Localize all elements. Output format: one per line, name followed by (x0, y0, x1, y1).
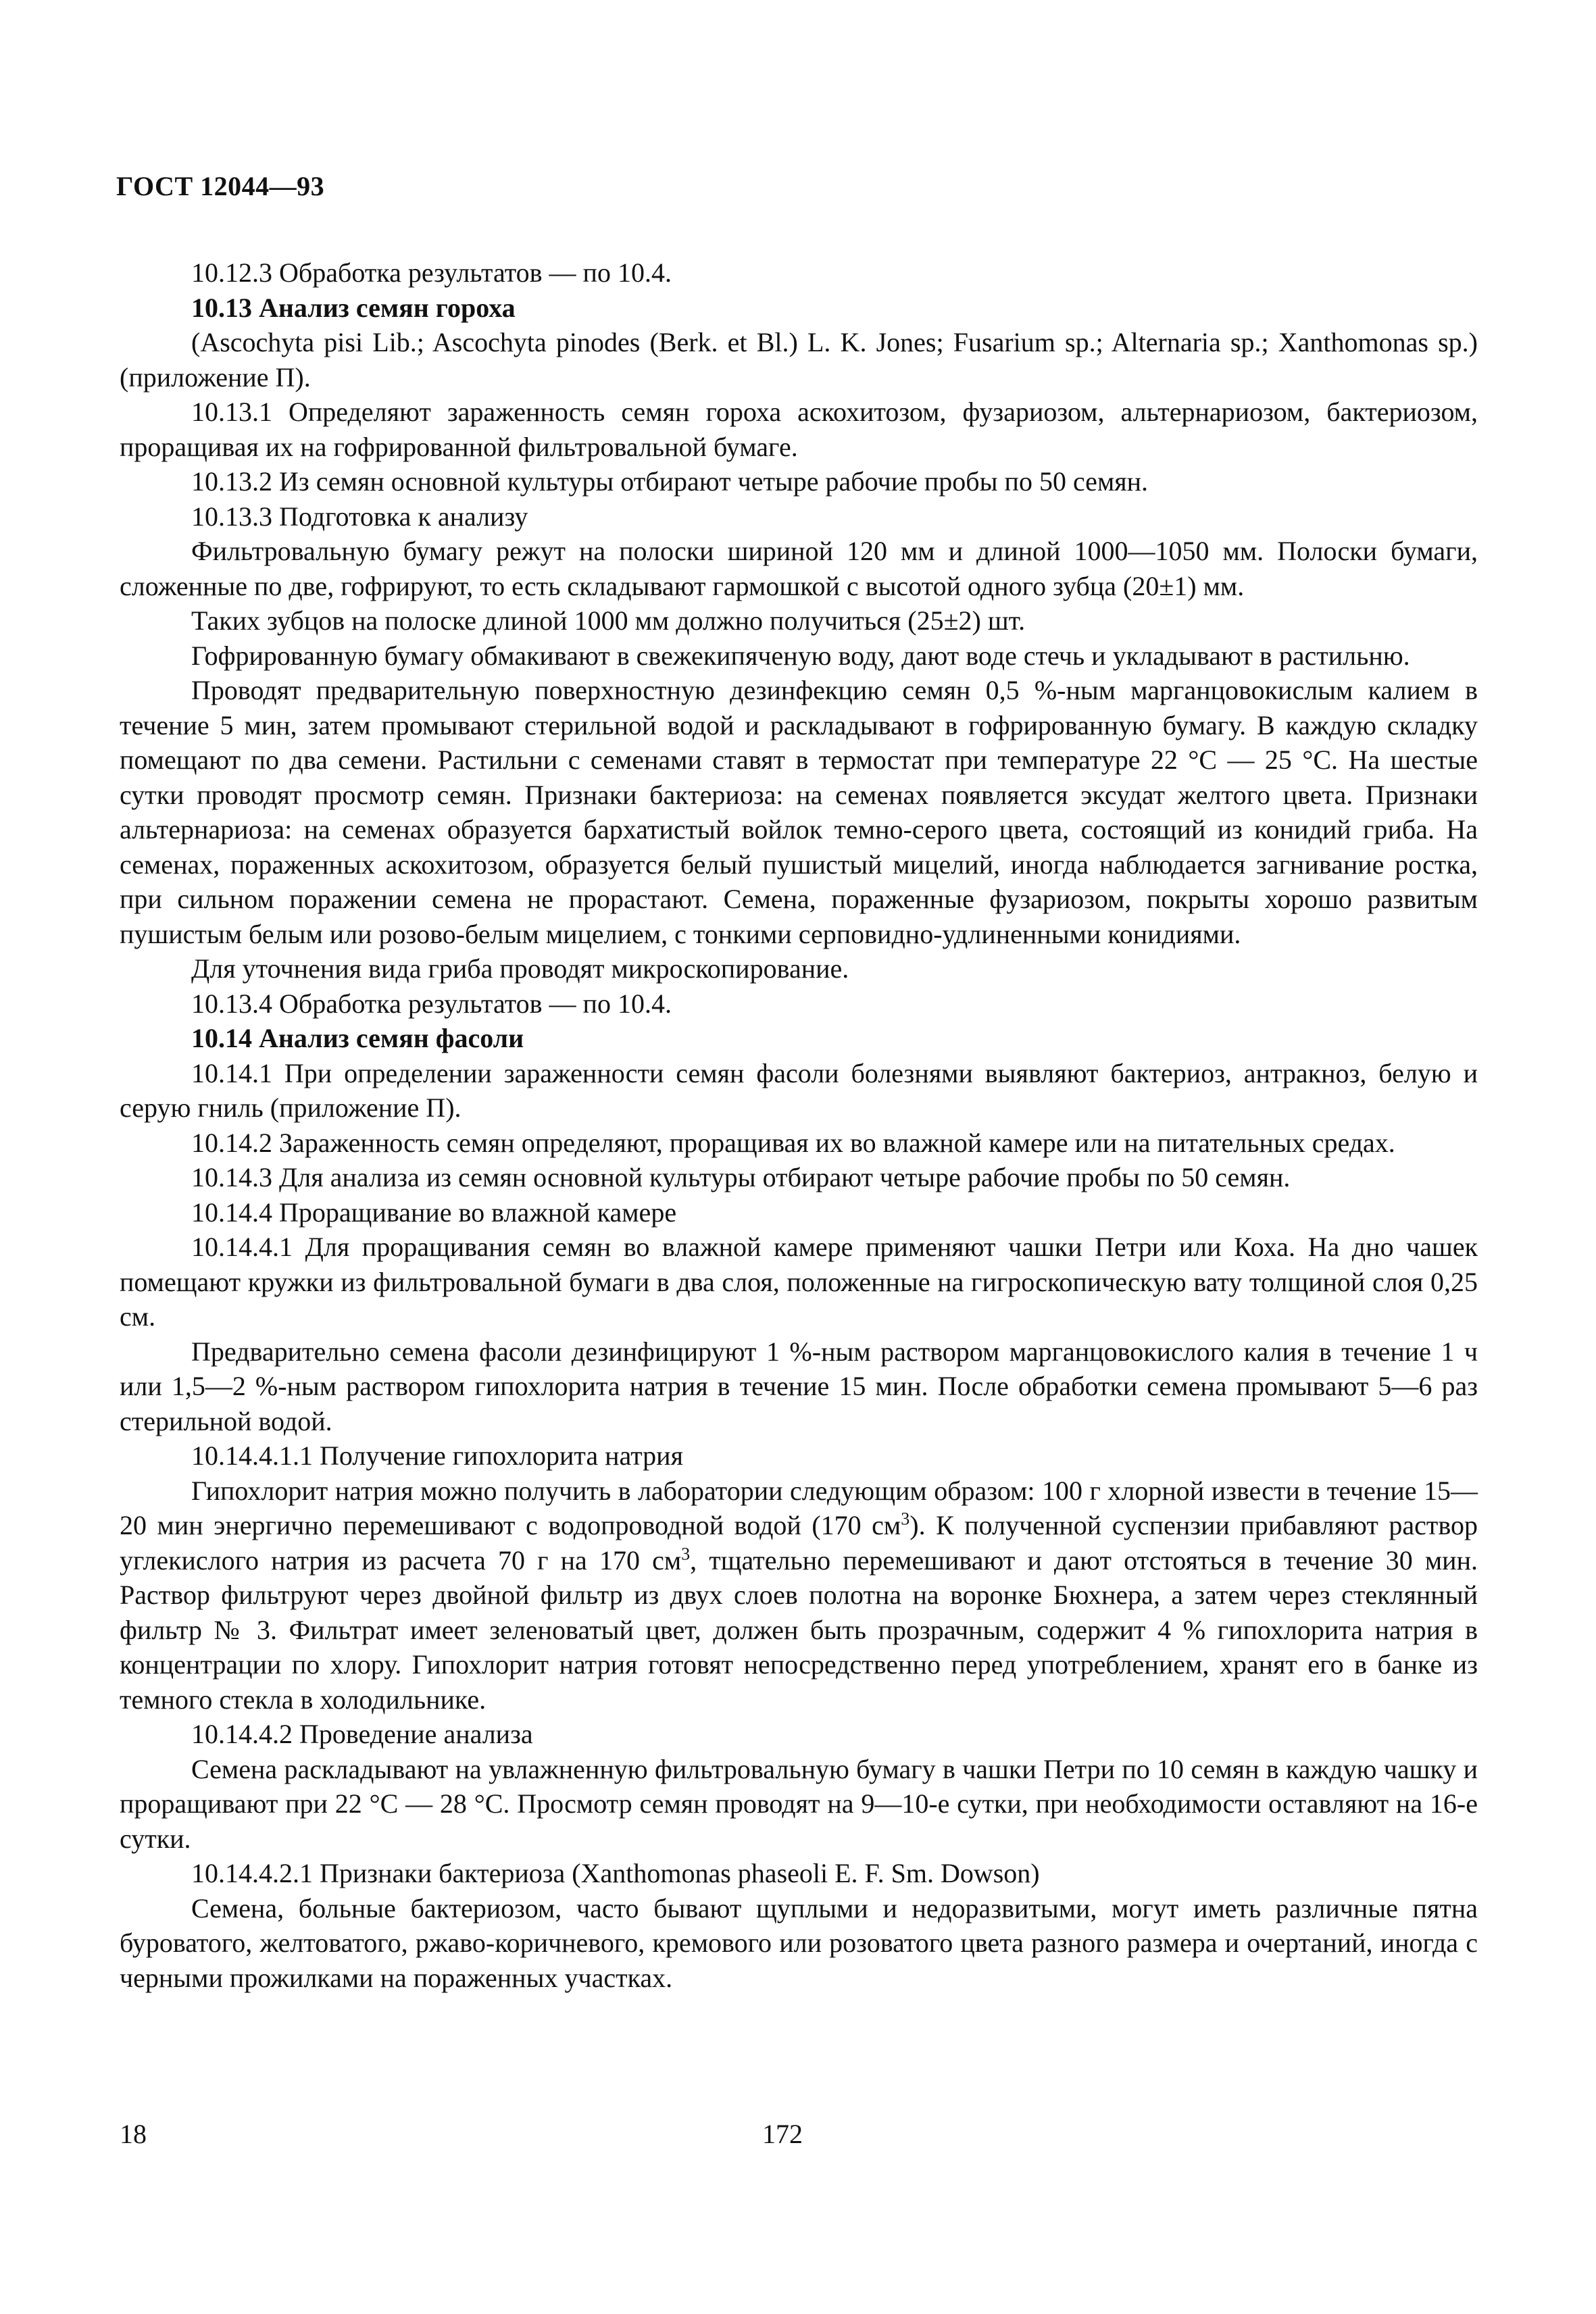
page-number-left: 18 (120, 2119, 147, 2149)
body-paragraph: 10.13.3 Подготовка к анализу (191, 501, 528, 532)
body-paragraph: Проводят предварительную поверхностную дезинфекцию семян 0,5 %-ным марганцовокислым калием в течение 5 мин, затем промывают стерильной водой и раскладывают в гофрированную бумагу. В каждую складку помещают по два семени. Растильни с семенами ставят в термостат при температуре 22 °С — 25 °С. На шестые сутки проводят просмотр семян. Признаки бактериоза: на семенах появляется эксудат желтого цвета. Признаки альтернариоза: на семенах образуется бархатистый войлок темно-серого цвета, состоящий из конидий гриба. На семенах, пораженных аскохитозом, образуется белый пушистый мицелий, иногда наблюдается загнивание ростка, при сильном поражении семена не прорастают. Семена, пораженные фузариозом, покрыты хорошо развитым пушистым белым или розово-белым мицелием, с тонкими серповидно-удлиненными конидиями. (120, 675, 1478, 949)
body-paragraph: 10.14.2 Зараженность семян определяют, проращивая их во влажной камере или на питательных средах. (191, 1127, 1395, 1158)
body-paragraph: Семена раскладывают на увлажненную фильтровальную бумагу в чашки Петри по 10 семян в каждую чашку и проращивают при 22 °С — 28 °С. Просмотр семян проводят на 9—10-е сутки, при необходимости оставляют на 16-е сутки. (120, 1753, 1478, 1854)
body-paragraph: 10.13.4 Обработка результатов — по 10.4. (191, 988, 672, 1019)
body-paragraph: Семена, больные бактериозом, часто бывают щуплыми и недоразвитыми, могут иметь различные пятна буроватого, желтоватого, ржаво-коричневого, кремового или розоватого цвета разного размера и очертаний, иногда с черными прожилками на пораженных участках. (120, 1892, 1478, 1993)
document-body (120, 255, 1478, 1995)
page-number-center: 172 (762, 2119, 803, 2149)
section-heading: 10.13 Анализ семян гороха (191, 292, 516, 323)
text-run: , тщательно перемешивают и дают отстояться в течение 30 мин. Раствор фильтруют через двойной фильтр из двух слоев полотна на воронке Бюхнера, а затем через стеклянный фильтр № 3. Фильтрат имеет зеленоватый цвет, должен быть прозрачным, содержит 4 % гипохлорита натрия в концентрации по хлору. Гипохлорит натрия готовят непосредственно перед употреблением, хранят его в банке из темного стекла в холодильнике. (120, 1544, 1478, 1715)
body-paragraph: 10.12.3 Обработка результатов — по 10.4. (191, 257, 672, 288)
body-paragraph: 10.13.1 Определяют зараженность семян гороха аскохитозом, фузариозом, альтернариозом, бактериозом, проращивая их на гофрированной фильтровальной бумаге. (120, 397, 1478, 462)
body-paragraph: 10.14.4 Проращивание во влажной камере (191, 1197, 677, 1228)
text-run: Гипохлорит натрия можно получить в лаборатории следующим образом: 100 г хлорной извести в течение 15—20 мин энергично перемешивают с водопроводной водой (170 см (120, 1475, 1478, 1540)
document-header: ГОСТ 12044—93 (116, 171, 325, 201)
body-paragraph: (Ascochyta pisi Lib.; Ascochyta pinodes (Berk. et Bl.) L. K. Jones; Fusarium sp.; Alternaria sp.; Xanthomonas sp.) (приложение П). (120, 327, 1478, 393)
body-paragraph: 10.14.4.2 Проведение анализа (191, 1719, 533, 1749)
body-paragraph: Предварительно семена фасоли дезинфицируют 1 %-ным раствором марганцовокислого калия в течение 1 ч или 1,5—2 %-ным раствором гипохлорита натрия в течение 15 мин. После обработки семена промывают 5—6 раз стерильной водой. (120, 1336, 1478, 1436)
body-paragraph: 10.14.3 Для анализа из семян основной культуры отбирают четыре рабочие пробы по 50 семян. (191, 1162, 1291, 1192)
body-paragraph: Гофрированную бумагу обмакивают в свежекипяченую воду, дают воде стечь и укладывают в растильню. (191, 640, 1410, 671)
body-paragraph: Фильтровальную бумагу режут на полоски шириной 120 мм и длиной 1000—1050 мм. Полоски бумаги, сложенные по две, гофрируют, то есть складывают гармошкой с высотой одного зубца (20±1) мм. (120, 536, 1478, 601)
body-paragraph: Для уточнения вида гриба проводят микроскопирование. (191, 953, 849, 984)
body-paragraph (120, 1474, 1478, 1717)
text-run: ). К полученной суспензии прибавляют раствор углекислого натрия из расчета 70 г на 170 см (120, 1510, 1478, 1576)
section-heading: 10.14 Анализ семян фасоли (191, 1023, 524, 1053)
body-paragraph: 10.14.4.1.1 Получение гипохлорита натрия (191, 1440, 683, 1471)
body-paragraph: 10.13.2 Из семян основной культуры отбирают четыре рабочие пробы по 50 семян. (191, 466, 1149, 497)
body-paragraph: 10.14.1 При определении зараженности семян фасоли болезнями выявляют бактериоз, антракноз, белую и серую гниль (приложение П). (120, 1057, 1478, 1123)
body-paragraph: 10.14.4.2.1 Признаки бактериоза (Xanthomonas phaseoli E. F. Sm. Dowson) (191, 1858, 1040, 1888)
body-paragraph: Таких зубцов на полоске длиной 1000 мм должно получиться (25±2) шт. (191, 605, 1026, 636)
superscript: 3 (681, 1544, 691, 1564)
superscript: 3 (901, 1509, 910, 1529)
body-paragraph: 10.14.4.1 Для проращивания семян во влажной камере применяют чашки Петри или Коха. На дно чашек помещают кружки из фильтровальной бумаги в два слоя, положенные на гигроскопическую вату толщиной слоя 0,25 см. (120, 1232, 1478, 1332)
